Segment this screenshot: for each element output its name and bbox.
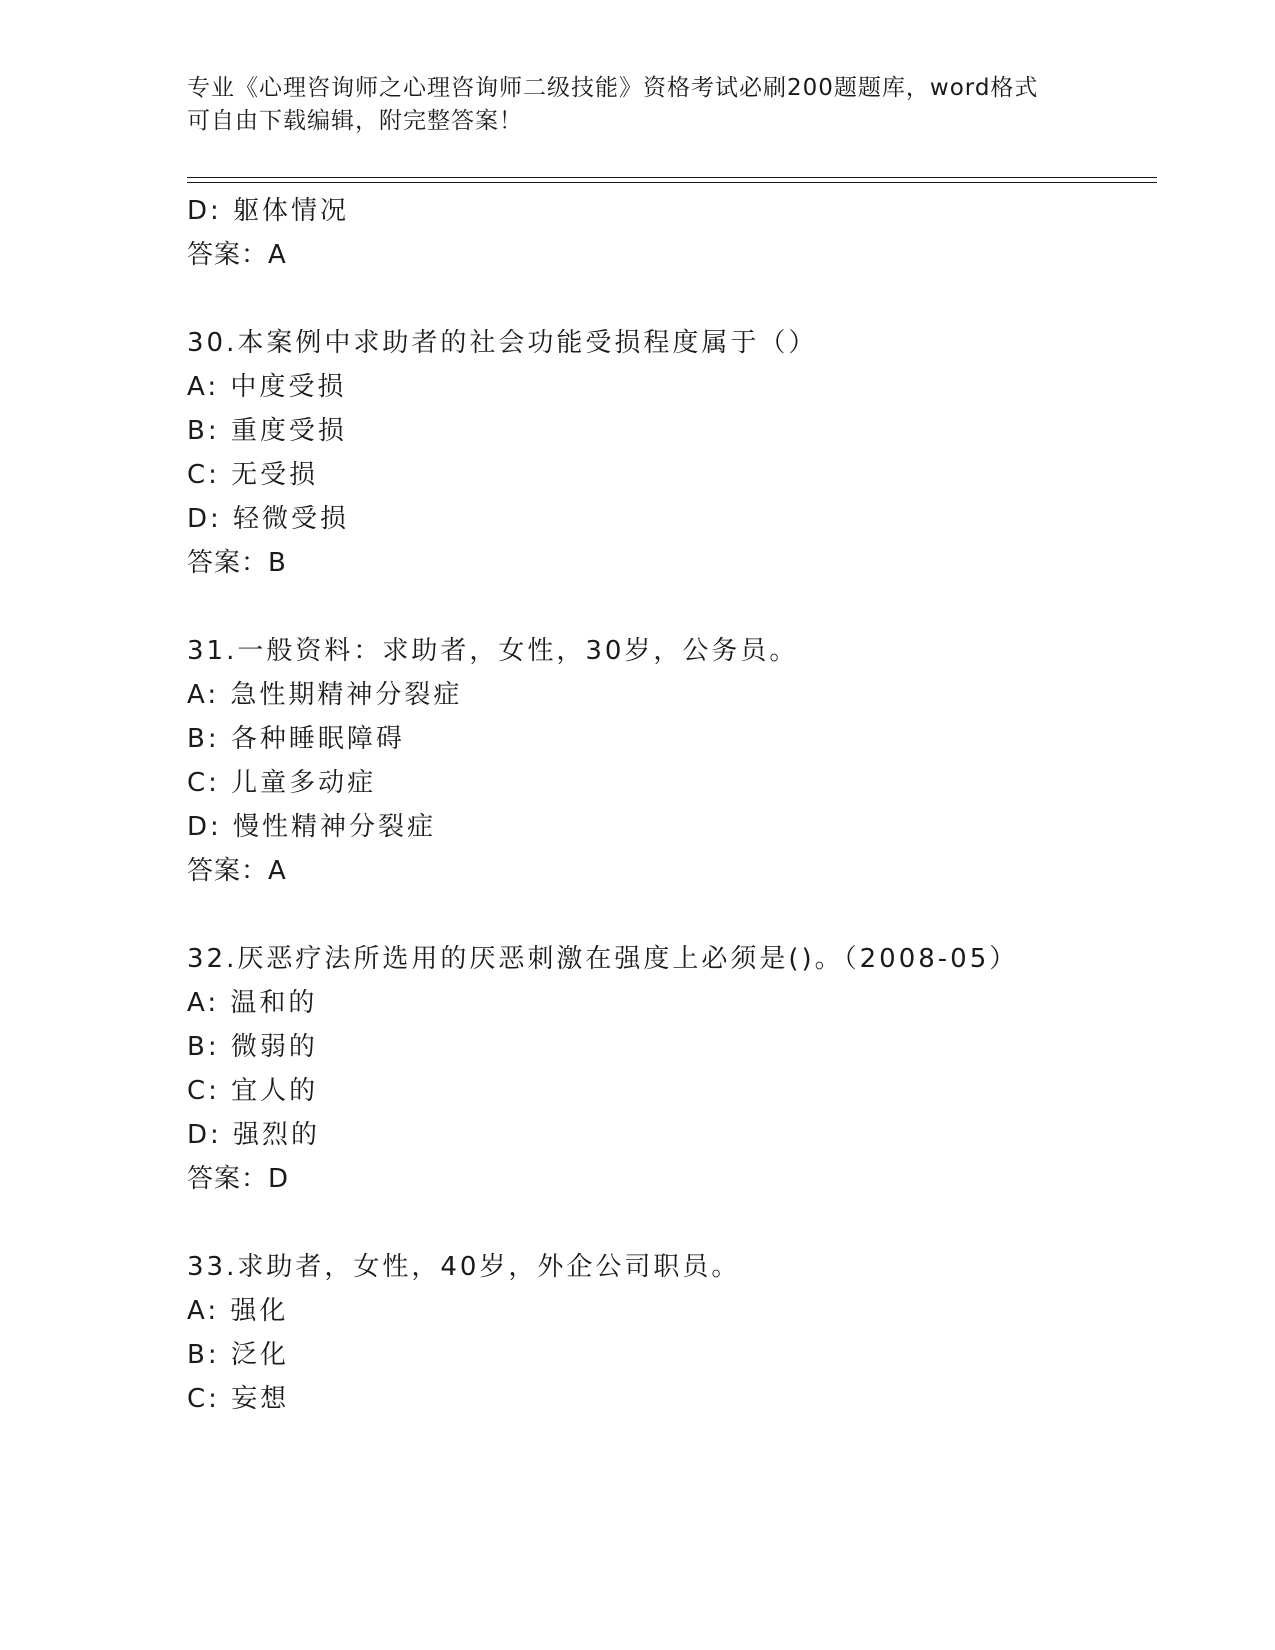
q31-option-b: B: 各种睡眠障碍	[187, 724, 405, 754]
q31-option-c: C: 儿童多动症	[187, 768, 377, 798]
q32-option-d: D: 强烈的	[187, 1120, 321, 1150]
document-header	[187, 72, 1087, 138]
q30-answer: 答案：B	[187, 548, 287, 578]
q30-option-d: D: 轻微受损	[187, 504, 350, 534]
q30-option-c: C: 无受损	[187, 460, 319, 490]
q33-option-b: B: 泛化	[187, 1340, 289, 1370]
q33-option-c: C: 妄想	[187, 1384, 290, 1414]
q32-question: 32.厌恶疗法所选用的厌恶刺激在强度上必须是()。（2008-05）	[187, 944, 1019, 974]
header-line-2: 可自由下载编辑，附完整答案！	[187, 108, 523, 134]
q32-answer: 答案：D	[187, 1164, 290, 1194]
prev-option-d: D: 躯体情况	[187, 196, 350, 226]
q31-option-d: D: 慢性精神分裂症	[187, 812, 437, 842]
q33-question: 33.求助者，女性，40岁，外企公司职员。	[187, 1252, 741, 1282]
prev-answer: 答案：A	[187, 240, 287, 270]
q32-option-a: A: 温和的	[187, 988, 318, 1018]
q33-option-a: A: 强化	[187, 1296, 289, 1326]
q32-option-b: B: 微弱的	[187, 1032, 318, 1062]
q31-answer: 答案：A	[187, 856, 287, 886]
q30-option-b: B: 重度受损	[187, 416, 347, 446]
q30-option-a: A: 中度受损	[187, 372, 347, 402]
header-divider-top	[187, 177, 1157, 178]
header-divider-bottom	[187, 182, 1157, 183]
q30-question: 30.本案例中求助者的社会功能受损程度属于（）	[187, 328, 818, 358]
header-line-1: 专业《心理咨询师之心理咨询师二级技能》资格考试必刷200题题库，word格式	[187, 75, 1039, 101]
q32-option-c: C: 宜人的	[187, 1076, 319, 1106]
q31-question: 31.一般资料：求助者，女性，30岁，公务员。	[187, 636, 799, 666]
q31-option-a: A: 急性期精神分裂症	[187, 680, 463, 710]
